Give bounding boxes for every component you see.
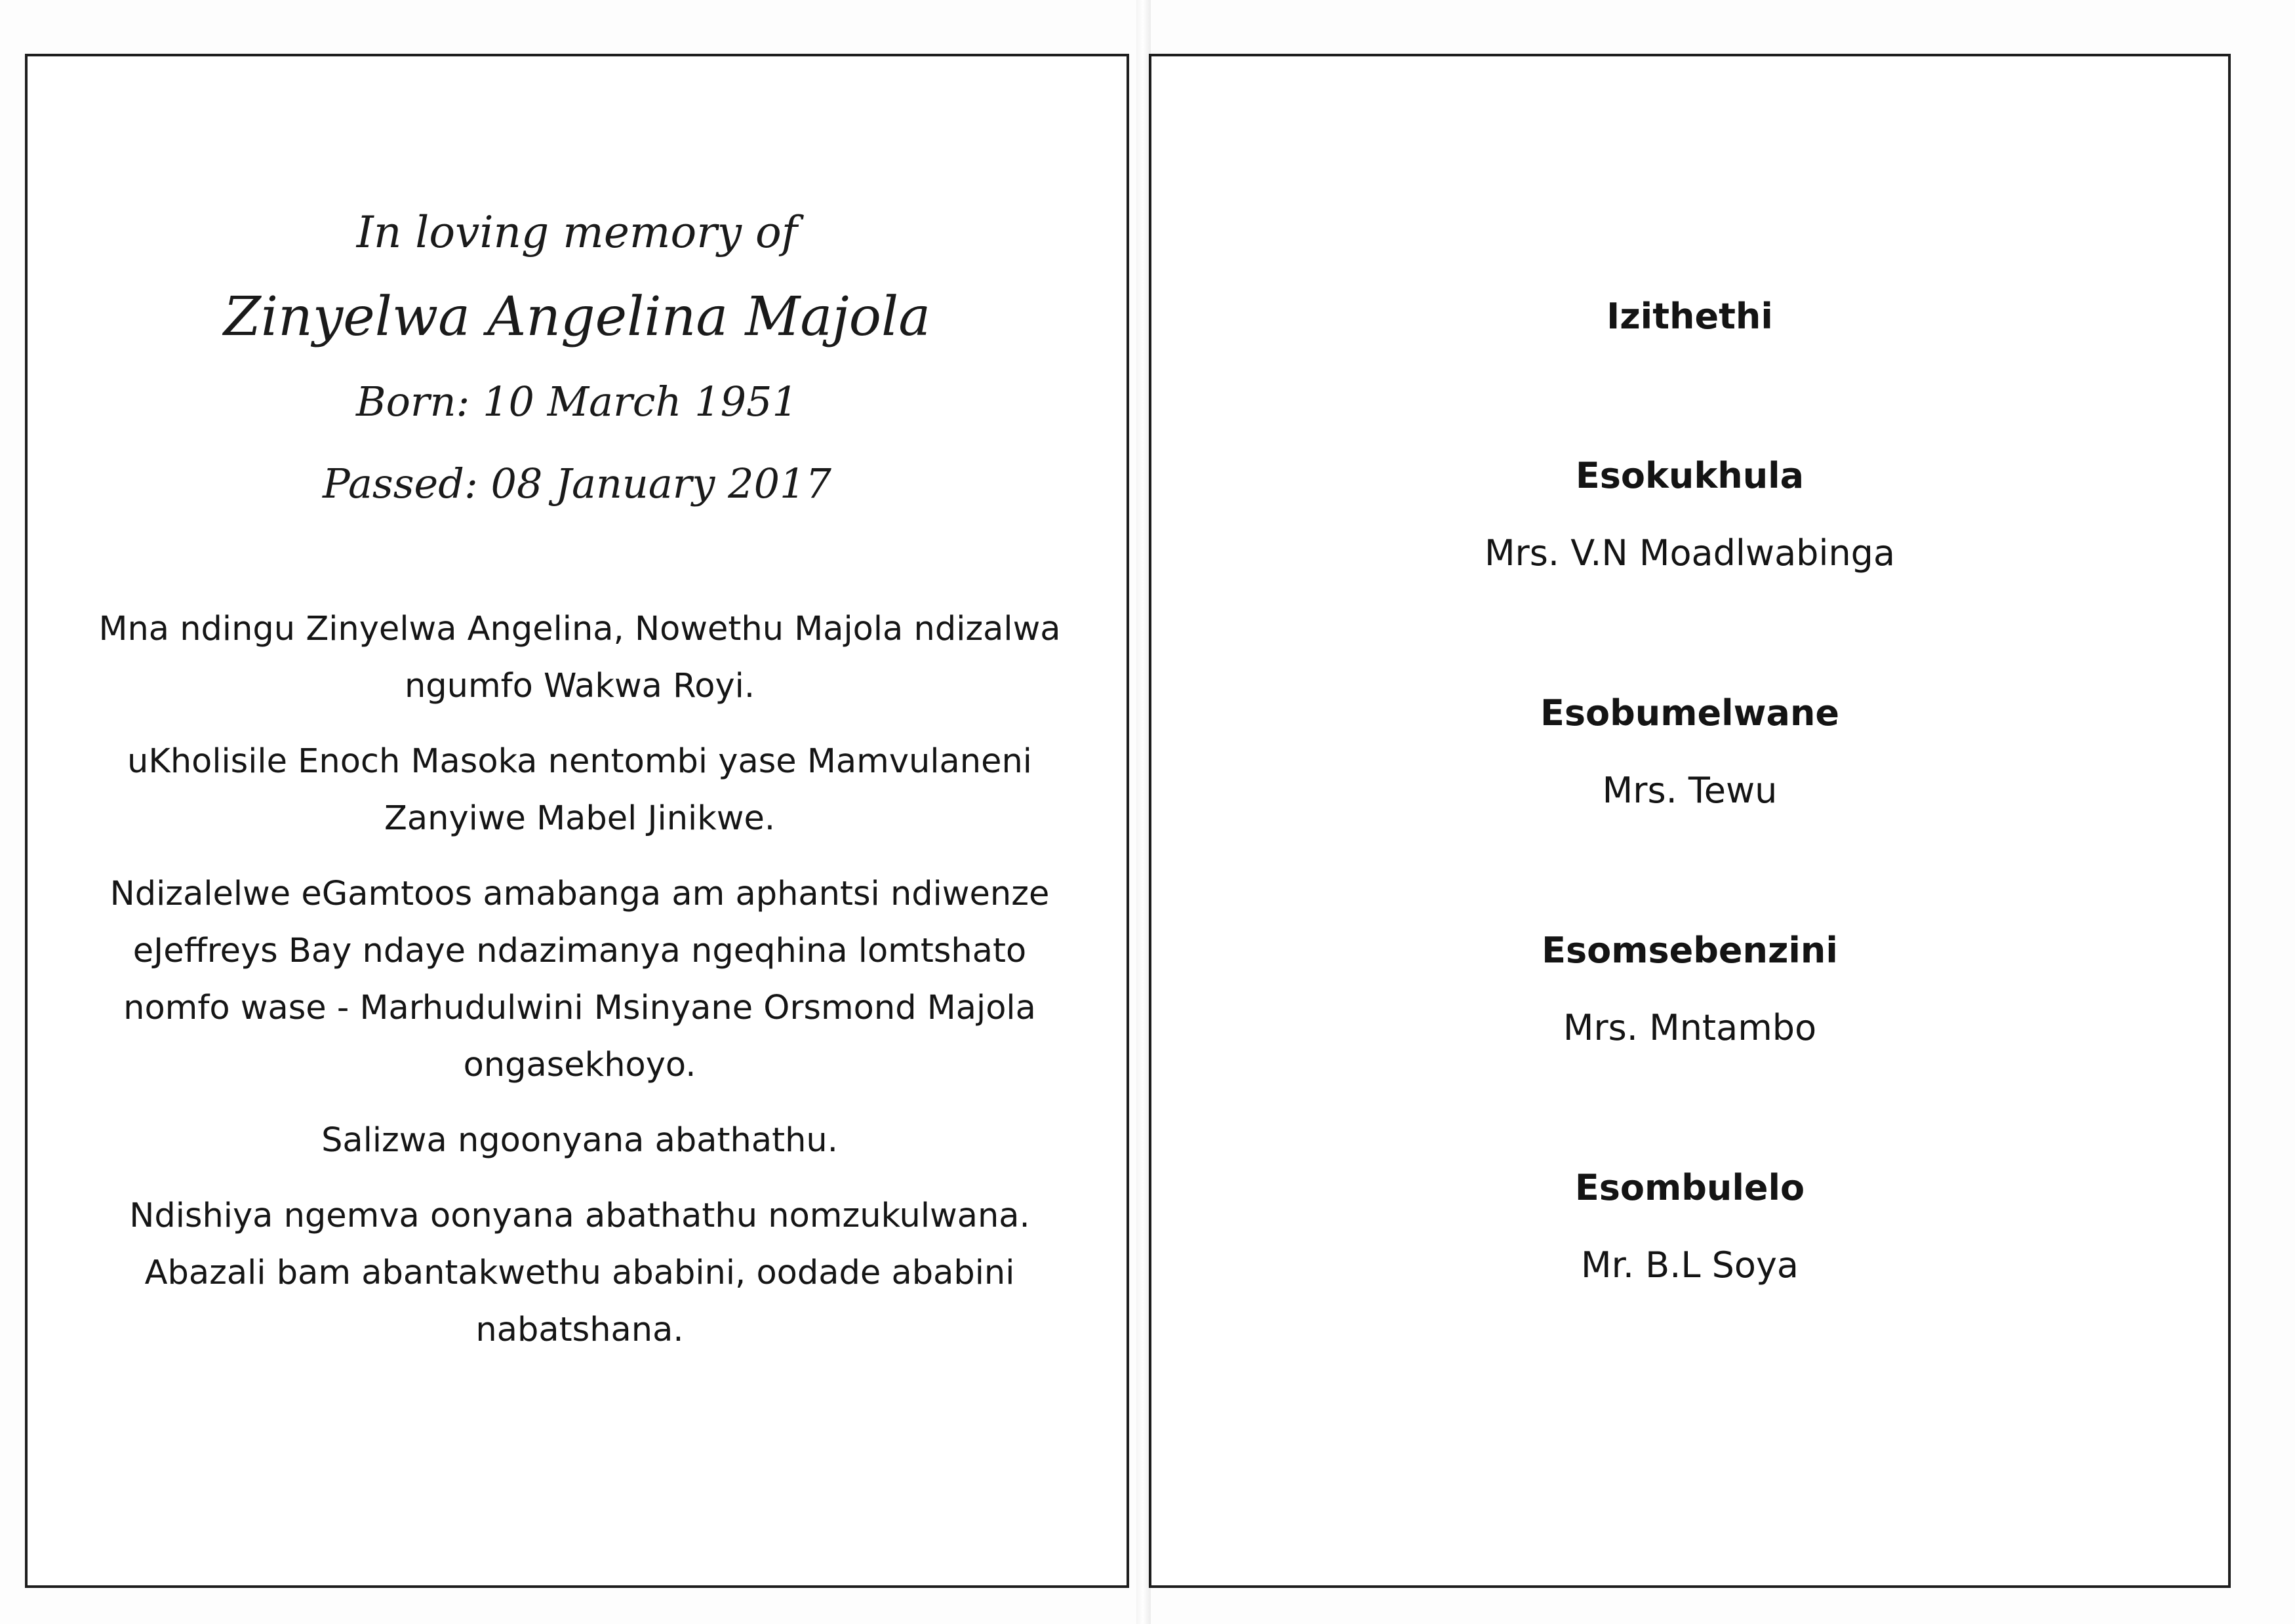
bio-line: uKholisile Enoch Masoka nentombi yase Mamvulaneni bbox=[127, 742, 1032, 781]
tribute-role: Esomsebenzini bbox=[1542, 930, 1838, 971]
bio-paragraph-parents bbox=[67, 601, 1092, 715]
bio-line: nabatshana. bbox=[475, 1311, 684, 1349]
biography bbox=[67, 601, 1092, 1377]
tributes-list bbox=[1151, 453, 2228, 1402]
tributes-panel bbox=[1149, 54, 2231, 1588]
bio-paragraph-marriage bbox=[67, 865, 1092, 1094]
tribute-item bbox=[1151, 690, 2228, 928]
tributes-title: Izithethi bbox=[1606, 296, 1773, 337]
tribute-speaker: Mrs. Mntambo bbox=[1563, 1007, 1817, 1048]
tribute-speaker: Mr. B.L Soya bbox=[1581, 1244, 1799, 1286]
bio-line: Ndizalelwe eGamtoos amabanga am aphantsi ndiwenze bbox=[110, 875, 1050, 913]
tribute-item bbox=[1151, 1165, 2228, 1402]
memorial-panel bbox=[25, 54, 1129, 1588]
bio-line: Salizwa ngoonyana abathathu. bbox=[321, 1121, 838, 1160]
bio-line: eJeffreys Bay ndaye ndazimanya ngeqhina lomtshato bbox=[132, 932, 1027, 970]
bio-line: Abazali bam abantakwethu ababini, oodade ababini bbox=[144, 1254, 1015, 1292]
deceased-name: Zinyelwa Angelina Majola bbox=[223, 286, 931, 348]
bio-line: ongasekhoyo. bbox=[463, 1046, 696, 1084]
bio-line: Ndishiya ngemva oonyana abathathu nomzukulwana. bbox=[129, 1197, 1030, 1235]
tribute-role: Esokukhula bbox=[1575, 455, 1805, 496]
death-date: Passed: 08 January 2017 bbox=[323, 460, 831, 507]
bio-line: ngumfo Wakwa Royi. bbox=[404, 667, 755, 705]
bio-line: Zanyiwe Mabel Jinikwe. bbox=[384, 799, 776, 838]
bio-paragraph-mother bbox=[67, 733, 1092, 847]
bio-line: nomfo wase - Marhudulwini Msinyane Orsmond Majola bbox=[123, 989, 1036, 1027]
tribute-speaker: Mrs. Tewu bbox=[1602, 770, 1778, 811]
tribute-role: Esombulelo bbox=[1574, 1167, 1805, 1208]
bio-paragraph-survivors bbox=[67, 1187, 1092, 1358]
bio-line: Mna ndingu Zinyelwa Angelina, Nowethu Majola ndizalwa bbox=[98, 610, 1061, 648]
tribute-item bbox=[1151, 453, 2228, 690]
tribute-speaker: Mrs. V.N Moadlwabinga bbox=[1484, 532, 1896, 574]
tribute-role: Esobumelwane bbox=[1540, 692, 1840, 734]
memorial-intro: In loving memory of bbox=[356, 207, 798, 258]
tribute-item bbox=[1151, 928, 2228, 1165]
birth-date: Born: 10 March 1951 bbox=[356, 378, 798, 426]
bio-paragraph-children bbox=[67, 1112, 1092, 1169]
